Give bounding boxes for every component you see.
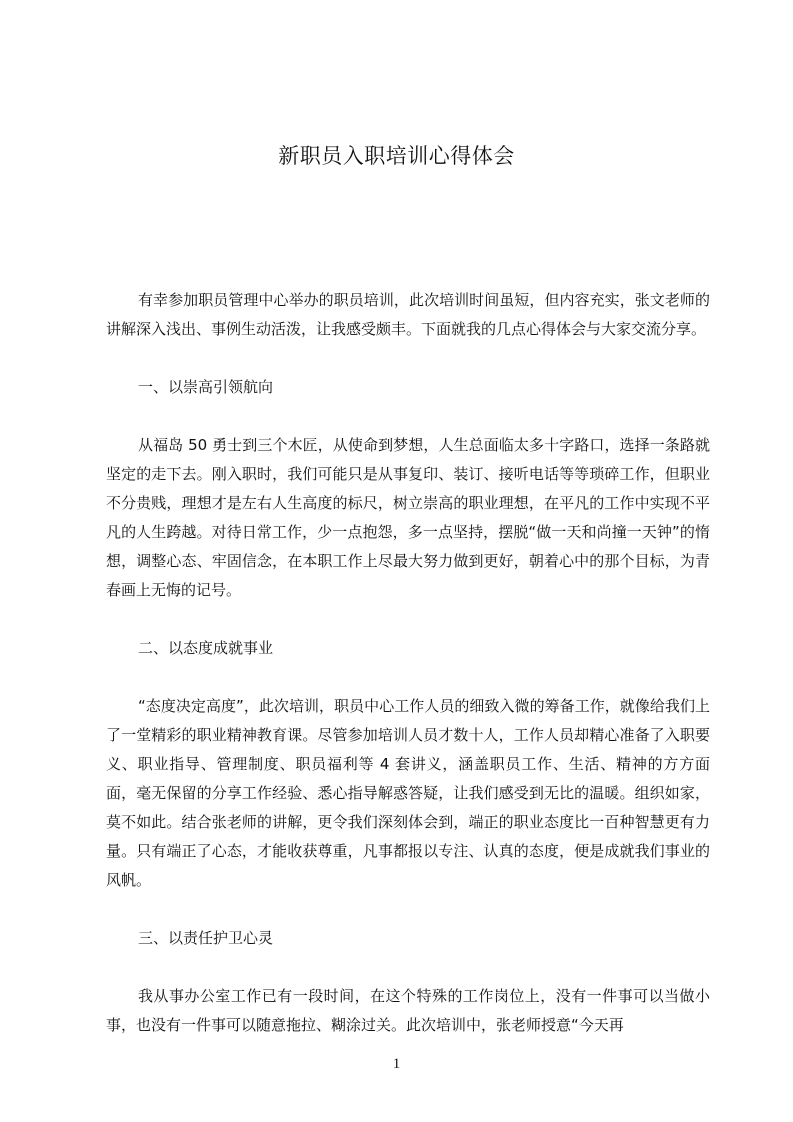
section-heading-2: 二、以态度成就事业 bbox=[138, 639, 274, 657]
document-title: 新职员入职培训心得体会 bbox=[278, 144, 515, 168]
section-3-paragraph: 我从事办公室工作已有一段时间，在这个特殊的工作岗位上，没有一件事可以当做小事，也没有一件事可以随意拖拉、糊涂过关。此次培训中，张老师授意“今天再 bbox=[106, 987, 710, 1034]
document-body bbox=[106, 286, 710, 1069]
intro-paragraph: 有幸参加职员管理中心举办的职员培训，此次培训时间虽短，但内容充实，张文老师的讲解深入浅出、事例生动活泼，让我感受颇丰。下面就我的几点心得体会与大家交流分享。 bbox=[106, 291, 710, 338]
section-heading-1: 一、以崇高引领航向 bbox=[138, 378, 274, 396]
page-number: 1 bbox=[392, 1056, 401, 1072]
section-2-paragraph: “态度决定高度”，此次培训，职员中心工作人员的细致入微的筹备工作，就像给我们上了一堂精彩的职业精神教育课。尽管参加培训人员才数十人，工作人员却精心准备了入职要义、职业指导、管理制度、职员福利等 4 套讲义，涵盖职员工作、生活、精神的方方面面，毫无保留的分享工作经验、悉心指导解惑答疑，让我们感受到无比的温暖。组织如家，莫不如此。结合张老师的讲解，更令我们深刻体会到，端正的职业态度比一百种智慧更有力量。只有端正了心态，才能收获尊重，凡事都报以专注、认真的态度，便是成就我们事业的风帆。 bbox=[106, 697, 710, 889]
section-heading-3: 三、以责任护卫心灵 bbox=[138, 929, 274, 947]
section-1-paragraph: 从福岛 50 勇士到三个木匠，从使命到梦想，人生总面临太多十字路口，选择一条路就坚定的走下去。刚入职时，我们可能只是从事复印、装订、接听电话等等琐碎工作，但职业不分贵贱，理想才是左右人生高度的标尺，树立崇高的职业理想，在平凡的工作中实现不平凡的人生跨越。对待日常工作，少一点抱怨，多一点坚持，摆脱“做一天和尚撞一天钟”的惰想，调整心态、牢固信念，在本职工作上尽最大努力做到更好，朝着心中的那个目标，为青春画上无悔的记号。 bbox=[106, 436, 710, 599]
